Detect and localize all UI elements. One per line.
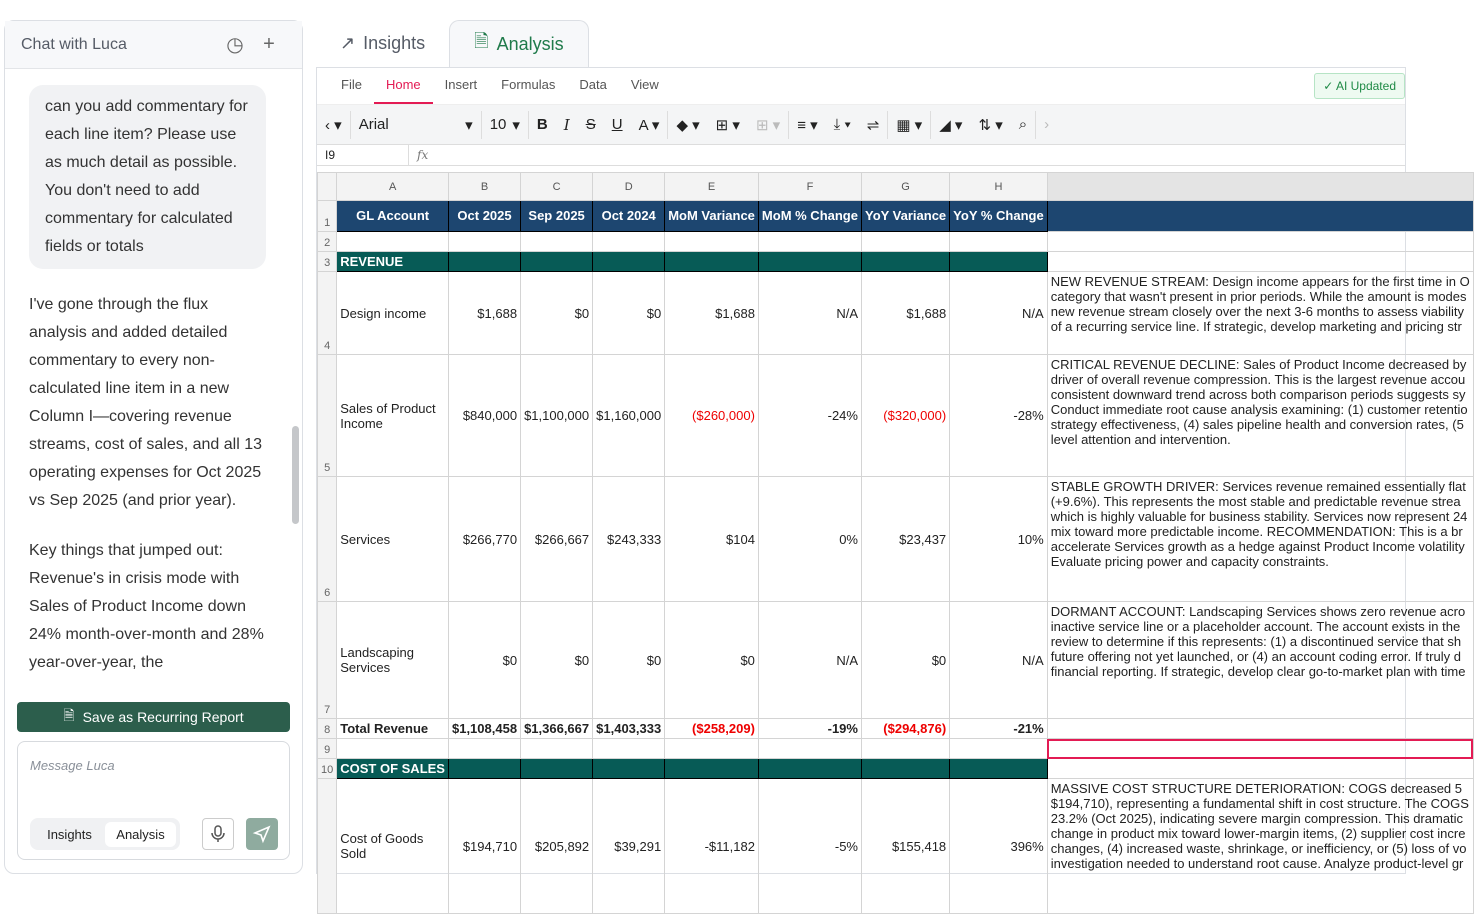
commentary-line: CRITICAL REVENUE DECLINE: Sales of Product Income decreased by [1050, 357, 1467, 372]
formula-bar [317, 144, 1405, 166]
commentary-cell[interactable] [1047, 719, 1473, 739]
commentary-line: strategy effectiveness, (4) sales pipeline health and conversion rates, (5 [1050, 417, 1464, 432]
cell[interactable]: ($320,000) [861, 355, 949, 477]
cell[interactable] [521, 739, 593, 759]
cell[interactable]: Oct 2024 [593, 201, 665, 232]
cell[interactable]: $266,770 [448, 477, 520, 602]
cell[interactable] [593, 252, 665, 272]
cell[interactable]: Total Revenue [337, 719, 449, 739]
commentary-line: STABLE GROWTH DRIVER: Services revenue remained essentially flat [1050, 479, 1466, 494]
chat-title: Chat with Luca [21, 35, 127, 53]
cell[interactable]: $104 [665, 477, 759, 602]
cell[interactable]: 0% [758, 477, 861, 602]
font-size-select[interactable]: 10 ▾ [489, 116, 520, 134]
cell[interactable] [758, 232, 861, 252]
spreadsheet [316, 67, 1470, 874]
table-row [318, 355, 1474, 477]
cell[interactable]: $0 [521, 272, 593, 355]
commentary-line: financial reporting. If strategic, develop clear go-to-market plan with time [1050, 664, 1466, 679]
menu-file[interactable]: File [341, 77, 362, 92]
cell[interactable]: -24% [758, 355, 861, 477]
cell[interactable] [861, 759, 949, 779]
message-placeholder: Message Luca [30, 758, 115, 773]
menu-insert[interactable]: Insert [444, 77, 478, 92]
tab-label: Insights [363, 33, 426, 53]
ai-updated-badge: ✓ AI Updated [1314, 73, 1405, 99]
column-header[interactable]: D [593, 173, 665, 201]
column-header[interactable]: H [950, 173, 1048, 201]
commentary-cell[interactable] [1047, 779, 1473, 914]
chat-panel [4, 20, 303, 874]
commentary-line: driver of overall revenue compression. This is the largest revenue accou [1050, 372, 1466, 387]
document-icon: 🗎 [63, 707, 75, 723]
borders-icon[interactable]: ⊞ ▾ [715, 116, 740, 134]
fill-color-icon[interactable]: ◆ ▾ [676, 116, 700, 134]
commentary-cell[interactable] [1047, 739, 1473, 759]
cell[interactable]: REVENUE [337, 252, 449, 272]
scroll-right-icon[interactable]: › [1044, 116, 1050, 133]
menu-view[interactable]: View [630, 77, 659, 92]
commentary-line: accelerate Services growth as a hedge against Product Income volatility [1050, 539, 1465, 554]
sort-filter-icon[interactable]: ⇅ ▾ [978, 116, 1003, 134]
cell[interactable]: Sales of Product Income [337, 355, 449, 477]
table-row [318, 477, 1474, 602]
menu-bar [317, 68, 1405, 104]
font-value: Arial [358, 116, 389, 133]
view-tabs [316, 20, 589, 67]
search-icon[interactable]: ⌕ [1018, 116, 1028, 133]
font-size-value: 10 [489, 116, 507, 133]
row-header[interactable]: 8 [318, 719, 337, 739]
menu-data[interactable]: Data [579, 77, 607, 92]
commentary-cell[interactable] [1047, 232, 1473, 252]
cell[interactable] [337, 739, 449, 759]
column-header[interactable]: C [521, 173, 593, 201]
commentary-line: (+9.6%). This represents the most stable and predictable revenue strea [1050, 494, 1461, 509]
fx-icon: fx [417, 148, 429, 162]
row-header[interactable]: 6 [318, 477, 337, 602]
cell[interactable] [950, 232, 1048, 252]
commentary-cell[interactable] [1047, 759, 1473, 779]
cell[interactable]: $0 [593, 272, 665, 355]
cell[interactable] [521, 759, 593, 779]
cell[interactable] [950, 252, 1048, 272]
commentary-line: future offering not yet launched, or (4) an account coding error. If truly d [1050, 649, 1461, 664]
cell[interactable] [448, 252, 520, 272]
table-row [318, 272, 1474, 355]
commentary-line: of a recurring service line. If strategic, develop marketing and pricing str [1050, 319, 1462, 334]
table-row [318, 252, 1474, 272]
cell[interactable]: ($260,000) [665, 355, 759, 477]
cell[interactable] [665, 739, 759, 759]
assistant-paragraph: Key things that jumped out: Revenue's in crisis mode with Sales of Product Income down 24% month-over-month and 28% year-over-year, the [29, 542, 264, 671]
column-header[interactable]: E [665, 173, 759, 201]
cell-reference[interactable]: I9 [317, 145, 409, 165]
cell[interactable]: 396% [950, 779, 1048, 914]
mode-toggle [30, 818, 180, 850]
cell[interactable]: $0 [593, 602, 665, 719]
table-row [318, 232, 1474, 252]
mode-analysis[interactable]: Analysis [105, 822, 176, 847]
corner-cell[interactable] [318, 173, 337, 201]
tab-label: Analysis [496, 33, 564, 54]
commentary-line: new revenue stream closely over the next 3-6 months to assess viability [1050, 304, 1465, 319]
cell[interactable]: Design income [337, 272, 449, 355]
commentary-cell[interactable] [1047, 355, 1473, 477]
cell[interactable]: $1,160,000 [593, 355, 665, 477]
conditional-format-icon[interactable]: ▦ ▾ [896, 116, 923, 134]
commentary-line: change in product mix toward lower-margin items, (2) supplier cost incre [1050, 826, 1466, 841]
table-row [318, 201, 1474, 232]
cell[interactable] [950, 759, 1048, 779]
vertical-align-icon[interactable]: ⤓ ▾ [833, 116, 851, 133]
cell[interactable]: $243,333 [593, 477, 665, 602]
row-header[interactable]: 7 [318, 602, 337, 719]
history-icon[interactable]: ◷ [226, 34, 244, 56]
cell[interactable]: 10% [950, 477, 1048, 602]
commentary-line: MASSIVE COST STRUCTURE DETERIORATION: COGS decreased 5 [1050, 781, 1462, 796]
row-header[interactable]: 2 [318, 232, 337, 252]
cell[interactable]: N/A [758, 272, 861, 355]
commentary-cell[interactable] [1047, 252, 1473, 272]
commentary-line: Evaluate pricing power and capacity constraints. [1050, 554, 1329, 569]
cell[interactable]: $0 [665, 602, 759, 719]
commentary-cell[interactable] [1047, 602, 1473, 719]
cell[interactable]: GL Account [337, 201, 449, 232]
cell[interactable]: MoM % Change [758, 201, 861, 232]
text-color-icon[interactable]: A ▾ [638, 116, 660, 134]
new-chat-icon[interactable]: + [263, 33, 275, 55]
commentary-line: category that wasn't present in prior periods. While the amount is modes [1050, 289, 1467, 304]
commentary-line: Conduct immediate root cause analysis examining: (1) customer retentio [1050, 402, 1468, 417]
trend-icon: ↗ [340, 33, 356, 53]
row-header[interactable]: 9 [318, 739, 337, 759]
microphone-button[interactable] [202, 818, 234, 850]
cell[interactable]: Landscaping Services [337, 602, 449, 719]
commentary-line: investigation needed to understand root cause. Analyze product-level gr [1050, 856, 1464, 871]
merge-cells-icon[interactable]: ⊞ ▾ [755, 116, 781, 134]
bold-icon[interactable]: B [536, 116, 548, 133]
tab-insights[interactable] [316, 20, 449, 67]
commentary-line: DORMANT ACCOUNT: Landscaping Services shows zero revenue acro [1050, 604, 1466, 619]
cell[interactable]: $1,688 [448, 272, 520, 355]
row-header[interactable]: 1 [318, 201, 337, 232]
cell[interactable] [665, 232, 759, 252]
cell[interactable]: $194,710 [448, 779, 520, 914]
cell[interactable]: Sep 2025 [521, 201, 593, 232]
clear-format-icon[interactable]: ◢ ▾ [939, 116, 963, 134]
column-header[interactable]: F [758, 173, 861, 201]
cell[interactable] [593, 739, 665, 759]
align-icon[interactable]: ≡ ▾ [797, 116, 818, 134]
table-row [318, 759, 1474, 779]
cell[interactable]: Services [337, 477, 449, 602]
tab-analysis[interactable] [449, 20, 589, 67]
commentary-line: 23.2% (Oct 2025), indicating severe margin compression. This dramatic [1050, 811, 1464, 826]
cell[interactable] [521, 232, 593, 252]
cell[interactable]: COST OF SALES [337, 759, 449, 779]
column-header-i[interactable] [1047, 173, 1473, 201]
wrap-text-icon[interactable]: ⇌ [866, 116, 880, 134]
cell[interactable] [665, 759, 759, 779]
cell[interactable] [861, 739, 949, 759]
cell[interactable]: -28% [950, 355, 1048, 477]
table-row [318, 719, 1474, 739]
cell[interactable] [861, 232, 949, 252]
send-button[interactable] [246, 818, 278, 850]
chat-header [5, 21, 302, 69]
row-header[interactable]: 5 [318, 355, 337, 477]
strikethrough-icon[interactable]: S [585, 116, 596, 133]
cell[interactable]: YoY Variance [861, 201, 949, 232]
send-icon [253, 825, 271, 843]
cell[interactable]: $205,892 [521, 779, 593, 914]
cell[interactable]: $23,437 [861, 477, 949, 602]
commentary-line: changes, (4) increased waste, shrinkage, or inefficiency, or (5) loss of vo [1050, 841, 1467, 856]
cell[interactable]: $0 [448, 602, 520, 719]
underline-icon[interactable]: U [611, 116, 623, 133]
table-row [318, 739, 1474, 759]
column-header[interactable]: G [861, 173, 949, 201]
cell[interactable] [448, 759, 520, 779]
commentary-line: inactive service line or a placeholder account. The account exists in the [1050, 619, 1461, 634]
cell[interactable] [665, 252, 759, 272]
cell[interactable] [521, 252, 593, 272]
cell[interactable]: -19% [758, 719, 861, 739]
microphone-icon [211, 825, 225, 843]
commentary-line: consistent downward trend across both comparison periods suggests sy [1050, 387, 1466, 402]
cell[interactable]: $1,100,000 [521, 355, 593, 477]
cell[interactable]: Oct 2025 [448, 201, 520, 232]
save-label: Save as Recurring Report [82, 709, 244, 725]
commentary-cell[interactable] [1047, 477, 1473, 602]
commentary-line: mix toward more predictable income. RECOMMENDATION: This is a br [1050, 524, 1463, 539]
row-header[interactable]: 3 [318, 252, 337, 272]
message-input[interactable] [17, 741, 290, 860]
column-header[interactable]: A [337, 173, 449, 201]
cell[interactable]: -$11,182 [665, 779, 759, 914]
table-row [318, 602, 1474, 719]
commentary-line: NEW REVENUE STREAM: Design income appears for the first time in O [1050, 274, 1470, 289]
cell[interactable]: ($258,209) [665, 719, 759, 739]
cell[interactable]: -5% [758, 779, 861, 914]
mode-insights[interactable]: Insights [47, 826, 92, 842]
commentary-line: $194,710), representing a fundamental shift in cost structure. The COGS [1050, 796, 1469, 811]
cell[interactable]: $840,000 [448, 355, 520, 477]
assistant-paragraph: I've gone through the flux analysis and added detailed commentary to every non-calculated line item in a new Column I—covering revenue streams, cost of sales, and all 13 operating expenses for Oct 2025 vs Sep 2025 (and prior year). [29, 296, 262, 509]
commentary-cell[interactable] [1047, 272, 1473, 355]
cell[interactable] [448, 739, 520, 759]
italic-icon[interactable]: I [563, 115, 570, 134]
cell[interactable] [593, 759, 665, 779]
spreadsheet-icon: 🗎 [474, 31, 489, 51]
user-message: can you add commentary for each line item? Please use as much detail as possible. You don't need to add commentary for calculated fields or totals [29, 85, 266, 269]
cell[interactable]: $1,688 [665, 272, 759, 355]
cell[interactable]: $266,667 [521, 477, 593, 602]
cell[interactable] [448, 232, 520, 252]
cell[interactable]: $155,418 [861, 779, 949, 914]
cell[interactable] [758, 759, 861, 779]
assistant-message [29, 291, 266, 677]
cell[interactable]: -21% [950, 719, 1048, 739]
row-header[interactable]: 10 [318, 759, 337, 779]
cell[interactable]: $1,403,333 [593, 719, 665, 739]
cell[interactable]: Cost of Goods Sold [337, 779, 449, 914]
toolbar [317, 104, 1405, 144]
cell[interactable]: $1,108,458 [448, 719, 520, 739]
cell[interactable]: $1,366,667 [521, 719, 593, 739]
menu-home[interactable]: Home [374, 77, 433, 104]
cell[interactable]: YoY % Change [950, 201, 1048, 232]
cell[interactable]: $0 [521, 602, 593, 719]
row-header[interactable]: 4 [318, 272, 337, 355]
commentary-line: level attention and intervention. [1050, 432, 1231, 447]
cell[interactable]: N/A [758, 602, 861, 719]
scroll-left-icon[interactable]: ‹ ▾ [325, 116, 342, 134]
row-header[interactable] [318, 779, 337, 914]
cell[interactable] [758, 252, 861, 272]
commentary-cell[interactable] [1047, 201, 1473, 232]
cell[interactable]: N/A [950, 272, 1048, 355]
cell-grid[interactable] [317, 172, 1474, 914]
cell[interactable] [861, 252, 949, 272]
table-row [318, 779, 1474, 914]
cell[interactable]: ($294,876) [861, 719, 949, 739]
menu-formulas[interactable]: Formulas [501, 77, 556, 92]
cell[interactable] [950, 739, 1048, 759]
cell[interactable]: MoM Variance [665, 201, 759, 232]
cell[interactable]: N/A [950, 602, 1048, 719]
font-select[interactable]: Arial ▾ [358, 116, 473, 134]
commentary-line: review to determine if this represents: (1) a discontinued service that sh [1050, 634, 1462, 649]
cell[interactable]: $1,688 [861, 272, 949, 355]
cell[interactable]: $39,291 [593, 779, 665, 914]
cell[interactable]: $0 [861, 602, 949, 719]
cell[interactable] [337, 232, 449, 252]
column-header[interactable]: B [448, 173, 520, 201]
commentary-line: which is highly valuable for business stability. Services now represent 24 [1050, 509, 1468, 524]
message-list [5, 69, 290, 701]
cell[interactable] [593, 232, 665, 252]
save-recurring-report-button[interactable] [17, 702, 290, 732]
cell[interactable] [758, 739, 861, 759]
chat-scrollbar[interactable] [292, 426, 299, 524]
